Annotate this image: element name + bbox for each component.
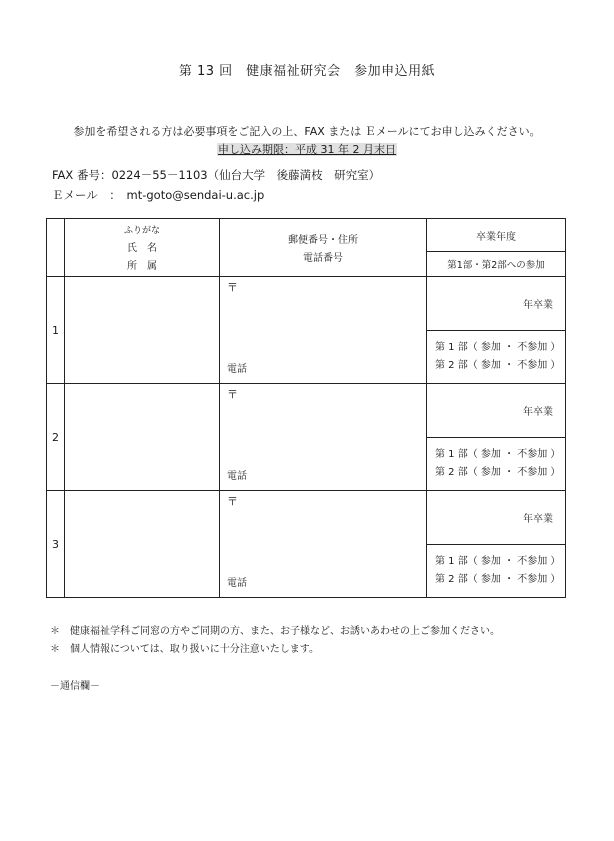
communication-section-label: －通信欄－ [50, 681, 100, 692]
name-field[interactable] [65, 277, 220, 384]
name-field[interactable] [65, 491, 220, 598]
postal-mark: 〒 [227, 281, 238, 294]
header-participation: 第1部・第2部への参加 [427, 252, 566, 277]
participation-field[interactable] [427, 437, 566, 491]
address-field[interactable] [220, 491, 427, 598]
part1-option: 第 1 部（ 参加 ・ 不参加 ） [435, 555, 561, 567]
row-number: 3 [47, 491, 65, 598]
header-name: 氏 名 [127, 243, 157, 254]
participation-field[interactable] [427, 544, 566, 598]
tel-label: 電話 [227, 471, 247, 482]
grad-year-field[interactable] [427, 277, 566, 331]
grad-suffix: 年卒業 [523, 513, 553, 525]
deadline-text [0, 141, 614, 157]
header-number-cell [47, 219, 65, 277]
application-form-table [46, 218, 566, 598]
participation-field[interactable] [427, 330, 566, 384]
header-name-cell [65, 219, 220, 277]
part1-option: 第 1 部（ 参加 ・ 不参加 ） [435, 341, 561, 353]
note-alumni: ＊ 健康福祉学科ご同窓の方やご同期の方、また、お子様など、お誘いあわせの上ご参加ください。 [50, 626, 500, 637]
row-number: 1 [47, 277, 65, 384]
intro-text: 参加を希望される方は必要事項をご記入の上、FAX または Ｅメールにてお申し込みください。 [73, 125, 541, 138]
grad-year-field[interactable] [427, 491, 566, 545]
header-address-cell [220, 219, 427, 277]
table-row [47, 277, 566, 331]
header-furigana: ふりがな [123, 226, 160, 236]
deadline-highlight: 申し込み期限：平成 31 年 2 月末日 [218, 143, 396, 156]
grad-suffix: 年卒業 [523, 299, 553, 311]
part2-option: 第 2 部（ 参加 ・ 不参加 ） [435, 573, 561, 585]
name-field[interactable] [65, 384, 220, 491]
part2-option: 第 2 部（ 参加 ・ 不参加 ） [435, 466, 561, 478]
address-field[interactable] [220, 277, 427, 384]
row-number: 2 [47, 384, 65, 491]
tel-label: 電話 [227, 578, 247, 589]
grad-suffix: 年卒業 [523, 406, 553, 418]
address-field[interactable] [220, 384, 427, 491]
part1-option: 第 1 部（ 参加 ・ 不参加 ） [435, 448, 561, 460]
header-row [47, 219, 566, 252]
header-affiliation: 所 属 [127, 261, 157, 272]
part2-option: 第 2 部（ 参加 ・ 不参加 ） [435, 359, 561, 371]
table-row [47, 491, 566, 545]
page-title: 第 13 回 健康福祉研究会 参加申込用紙 [178, 64, 436, 79]
postal-mark: 〒 [227, 388, 238, 401]
email-address: Ｅメール ： mt-goto@sendai-u.ac.jp [52, 188, 265, 202]
postal-mark: 〒 [227, 495, 238, 508]
header-grad-year: 卒業年度 [427, 219, 566, 252]
tel-label: 電話 [227, 364, 247, 375]
note-privacy: ＊ 個人情報については、取り扱いに十分注意いたします。 [50, 644, 319, 655]
header-postal-address: 郵便番号・住所 [288, 234, 358, 246]
table-row [47, 384, 566, 438]
fax-number: FAX 番号：0224－55－1103（仙台大学 後藤満枝 研究室） [52, 168, 381, 182]
grad-year-field[interactable] [427, 384, 566, 438]
header-phone-number: 電話番号 [303, 252, 343, 264]
